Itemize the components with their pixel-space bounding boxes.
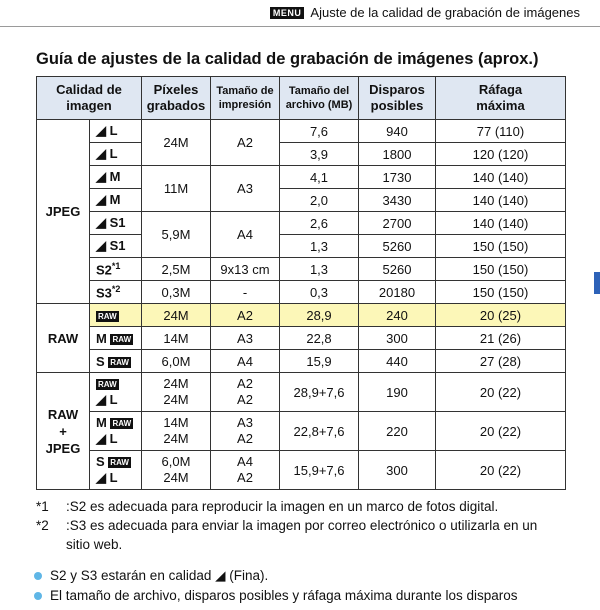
table-row — [37, 120, 566, 143]
burst-cell: 77 (110) — [436, 120, 566, 143]
shots-cell: 220 — [359, 412, 436, 451]
quality-icon: ◢ M — [90, 166, 142, 189]
pixels-cell: 6,0M 24M — [142, 451, 211, 490]
size-cell: 2,6 — [280, 212, 359, 235]
col-pixels: Píxeles grabados — [142, 77, 211, 120]
col-quality: Calidad de imagen — [37, 77, 142, 120]
header-title: Ajuste de la calidad de grabación de imágenes — [310, 5, 580, 20]
table-row — [37, 350, 566, 373]
burst-cell: 150 (150) — [436, 235, 566, 258]
size-cell: 28,9 — [280, 304, 359, 327]
footnote-2: *2 :S3 es adecuada para enviar la imagen por correo electrónico o utilizarla en un — [36, 518, 538, 533]
table-row — [37, 451, 566, 490]
table-row — [37, 412, 566, 451]
table-row — [37, 281, 566, 304]
pixels-cell: 24M 24M — [142, 373, 211, 412]
print-cell: A4 A2 — [211, 451, 280, 490]
burst-cell: 140 (140) — [436, 189, 566, 212]
print-cell: - — [211, 281, 280, 304]
quality-icon: ◢ S1 — [90, 212, 142, 235]
pixels-cell: 2,5M — [142, 258, 211, 281]
shots-cell: 5260 — [359, 235, 436, 258]
shots-cell: 300 — [359, 327, 436, 350]
quality-icon: RAW ◢ L — [90, 373, 142, 412]
pixels-cell: 14M 24M — [142, 412, 211, 451]
table-row — [37, 235, 566, 258]
table-header-row — [37, 77, 566, 120]
shots-cell: 440 — [359, 350, 436, 373]
burst-cell: 20 (22) — [436, 412, 566, 451]
col-file-size: Tamaño del archivo (MB) — [280, 77, 359, 120]
burst-cell: 20 (22) — [436, 373, 566, 412]
burst-cell: 150 (150) — [436, 281, 566, 304]
table-row — [37, 189, 566, 212]
print-cell: A4 — [211, 212, 280, 258]
burst-cell: 27 (28) — [436, 350, 566, 373]
table-row — [37, 373, 566, 412]
burst-cell: 20 (25) — [436, 304, 566, 327]
bullet-dot-icon — [34, 592, 42, 600]
pixels-cell: 5,9M — [142, 212, 211, 258]
chapter-tab — [594, 272, 600, 294]
col-print-size: Tamaño de impresión — [211, 77, 280, 120]
pixels-cell: 11M — [142, 166, 211, 212]
quality-table — [36, 76, 566, 490]
size-cell: 1,3 — [280, 258, 359, 281]
burst-cell: 140 (140) — [436, 166, 566, 189]
pixels-cell: 0,3M — [142, 281, 211, 304]
quality-icon: M RAW — [90, 327, 142, 350]
print-cell: A3 A2 — [211, 412, 280, 451]
bullet-2: El tamaño de archivo, disparos posibles y ráfaga máxima durante los disparos — [42, 586, 518, 605]
header-divider — [0, 26, 600, 27]
table-row — [37, 166, 566, 189]
shots-cell: 3430 — [359, 189, 436, 212]
burst-cell: 120 (120) — [436, 143, 566, 166]
size-cell: 0,3 — [280, 281, 359, 304]
table-row — [37, 258, 566, 281]
size-cell: 22,8+7,6 — [280, 412, 359, 451]
shots-cell: 1800 — [359, 143, 436, 166]
print-cell: A3 — [211, 166, 280, 212]
pixels-cell: 14M — [142, 327, 211, 350]
print-cell: A2 A2 — [211, 373, 280, 412]
size-cell: 3,9 — [280, 143, 359, 166]
size-cell: 2,0 — [280, 189, 359, 212]
print-cell: A3 — [211, 327, 280, 350]
size-cell: 7,6 — [280, 120, 359, 143]
quality-icon: ◢ L — [90, 143, 142, 166]
menu-icon: MENU — [270, 7, 305, 19]
table-row — [37, 212, 566, 235]
table-row-highlighted — [37, 304, 566, 327]
print-cell: A2 — [211, 304, 280, 327]
shots-cell: 240 — [359, 304, 436, 327]
quality-icon: S2$^{*1}$ — [90, 258, 142, 281]
table-row — [37, 327, 566, 350]
bullet-dot-icon — [34, 572, 42, 580]
shots-cell: 300 — [359, 451, 436, 490]
pixels-cell: 24M — [142, 304, 211, 327]
pixels-cell: 6,0M — [142, 350, 211, 373]
quality-icon: ◢ M — [90, 189, 142, 212]
quality-icon: S RAW — [90, 350, 142, 373]
burst-cell: 20 (22) — [436, 451, 566, 490]
quality-icon: M RAW ◢ L — [90, 412, 142, 451]
page-title: Guía de ajustes de la calidad de grabación de imágenes (aprox.) — [36, 50, 539, 68]
burst-cell: 21 (26) — [436, 327, 566, 350]
quality-icon: S3$^{*2}$ — [90, 281, 142, 304]
pixels-cell: 24M — [142, 120, 211, 166]
shots-cell: 1730 — [359, 166, 436, 189]
group-raw: RAW — [37, 304, 90, 373]
size-cell: 4,1 — [280, 166, 359, 189]
group-jpeg: JPEG — [37, 120, 90, 304]
col-shots: Disparos posibles — [359, 77, 436, 120]
group-raw-jpeg: RAW + JPEG — [37, 373, 90, 490]
table-row — [37, 143, 566, 166]
shots-cell: 20180 — [359, 281, 436, 304]
shots-cell: 940 — [359, 120, 436, 143]
burst-cell: 150 (150) — [436, 258, 566, 281]
shots-cell: 190 — [359, 373, 436, 412]
quality-icon: S RAW ◢ L — [90, 451, 142, 490]
bullet-1: S2 y S3 estarán en calidad ◢ (Fina). — [42, 566, 268, 585]
quality-icon: ◢ S1 — [90, 235, 142, 258]
page-header — [0, 0, 600, 26]
col-burst: Ráfaga máxima — [436, 77, 566, 120]
size-cell: 15,9+7,6 — [280, 451, 359, 490]
size-cell: 1,3 — [280, 235, 359, 258]
shots-cell: 2700 — [359, 212, 436, 235]
size-cell: 15,9 — [280, 350, 359, 373]
size-cell: 22,8 — [280, 327, 359, 350]
size-cell: 28,9+7,6 — [280, 373, 359, 412]
quality-icon: ◢ L — [90, 120, 142, 143]
shots-cell: 5260 — [359, 258, 436, 281]
print-cell: 9x13 cm — [211, 258, 280, 281]
print-cell: A2 — [211, 120, 280, 166]
burst-cell: 140 (140) — [436, 212, 566, 235]
footnote-1: *1 :S2 es adecuada para reproducir la imagen en un marco de fotos digital. — [36, 499, 499, 514]
print-cell: A4 — [211, 350, 280, 373]
quality-icon: RAW — [90, 304, 142, 327]
footnote-2-cont: sitio web. — [66, 537, 123, 552]
